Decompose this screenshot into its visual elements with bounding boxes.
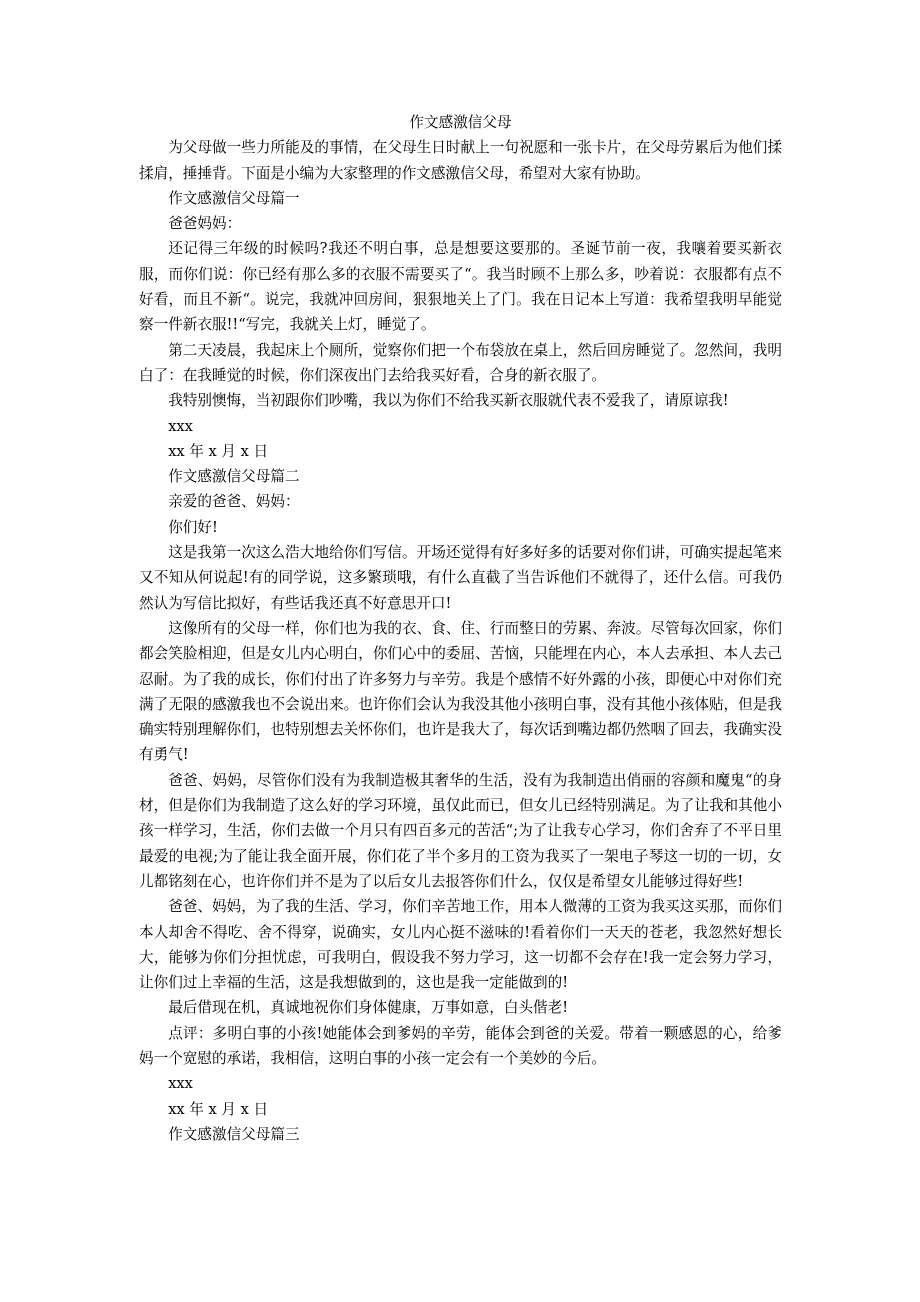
letter2-paragraph: 最后借现在机，真诚地祝你们身体健康，万事如意，白头偕老! (168, 999, 569, 1017)
letter1-paragraph: 我特别懊悔，当初跟你们吵嘴，我以为你们不给我买新衣服就代表不爱我了，请原谅我! (168, 392, 729, 410)
letter1-heading: 作文感激信父母篇一 (168, 189, 300, 207)
letter2-date: xx 年 x 月 x 日 (168, 1100, 269, 1118)
document-title: 作文感激信父母 (409, 114, 512, 131)
document-page (139, 110, 782, 1147)
letter2-review: 点评：多明白事的小孩!她能体会到爹妈的辛劳，能体会到爸的关爱。带着一颗感恩的心，给爹妈一个宽慰的承诺，我相信，这明白事的小孩一定会有一个美妙的今后。 (139, 1024, 782, 1067)
letter3-heading: 作文感激信父母篇三 (168, 1125, 300, 1143)
intro-paragraph: 为父母做一些力所能及的事情，在父母生日时献上一句祝愿和一张卡片，在父母劳累后为他们揉揉肩，捶捶背。下面是小编为大家整理的作文感激信父母，希望对大家有协助。 (139, 139, 782, 182)
letter2-paragraph: 爸爸、妈妈，尽管你们没有为我制造极其奢华的生活，没有为我制造出俏丽的容颜和魔鬼“的身材，但是你们为我制造了这么好的学习环境，虽仅此而已，但女儿已经特别满足。为了让我和其他小孩一样学习，生活，你们去做一个月只有四百多元的苦活“;为了让我专心学习，你们舍弃了不平日里最爱的电视;为了能让我全面开展，你们花了半个多月的工资为我买了一架电子琴这一切的一切，女儿都铭刻在心，也许你们并不是为了以后女儿去报答你们什么，仅仅是希望女儿能够过得好些! (139, 771, 782, 890)
letter2-greeting: 亲爱的爸爸、妈妈： (168, 493, 300, 511)
letter1-date: xx 年 x 月 x 日 (168, 442, 269, 460)
letter1-paragraph: 第二天凌晨，我起床上个厕所，觉察你们把一个布袋放在桌上，然后回房睡觉了。忽然间，我明白了：在我睡觉的时候，你们深夜出门去给我买好看，合身的新衣服了。 (139, 341, 782, 384)
letter2-heading: 作文感激信父母篇二 (168, 468, 300, 486)
letter2-paragraph: 爸爸、妈妈，为了我的生活、学习，你们辛苦地工作，用本人微薄的工资为我买这买那，而你们本人却舍不得吃、舍不得穿，说确实，女儿内心挺不滋味的!看着你们一天天的苍老，我忽然好想长大，能够为你们分担忧虑，可我明白，假设我不努力学习，这一切都不会存在!我一定会努力学习，让你们过上幸福的生活，这是我想做到的，这也是我一定能做到的! (139, 898, 782, 992)
letter1-signature: xxx (168, 417, 193, 435)
letter1-greeting: 爸爸妈妈： (168, 215, 242, 233)
letter1-paragraph: 还记得三年级的时候吗?我还不明白事，总是想要这要那的。圣诞节前一夜，我嚷着要买新衣服，而你们说：你已经有那么多的衣服不需要买了“。我当时顾不上那么多，吵着说：衣服都有点不好看，而且不新“。说完，我就冲回房间，狠狠地关上了门。我在日记本上写道：我希望我明早能觉察一件新衣服!!“写完，我就关上灯，睡觉了。 (139, 240, 782, 334)
letter2-paragraph: 这是我第一次这么浩大地给你们写信。开场还觉得有好多好多的话要对你们讲，可确实提起笔来又不知从何说起!有的同学说，这多繁琐哦，有什么直截了当告诉他们不就得了，还什么信。可我仍然认为写信比拟好，有些话我还真不好意思开口! (139, 544, 782, 612)
letter2-paragraph: 这像所有的父母一样，你们也为我的衣、食、住、行而整日的劳累、奔波。尽管每次回家，你们都会笑脸相迎，但是女儿内心明白，你们心中的委屈、苦恼，只能埋在内心，本人去承担、本人去己忍耐。为了我的成长，你们付出了许多努力与辛劳。我是个感情不好外露的小孩，即便心中对你们充满了无限的感激我也不会说出来。也许你们会认为我没其他小孩明白事，没有其他小孩体贴，但是我确实特别理解你们，也特别想去关怀你们，也许是我大了，每次话到嘴边都仍然咽了回去，我确实没有勇气! (139, 619, 782, 764)
letter2-salutation: 你们好! (168, 518, 218, 536)
letter2-signature: xxx (168, 1075, 193, 1093)
